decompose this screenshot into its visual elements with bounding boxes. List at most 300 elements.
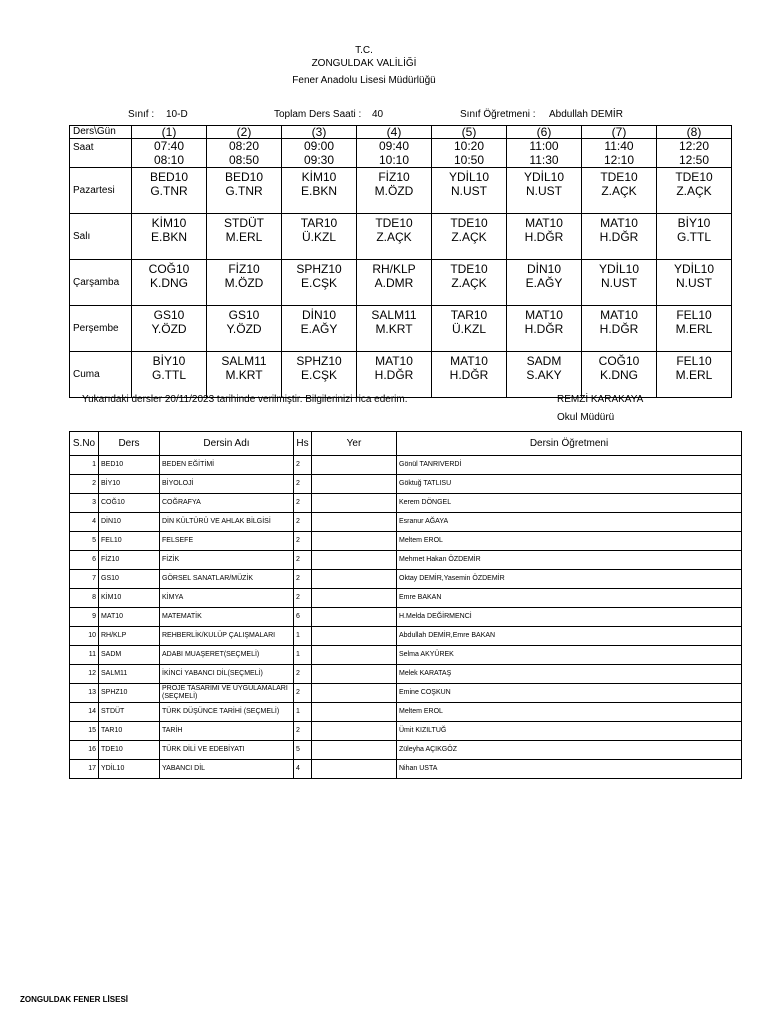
course-room: [312, 684, 397, 703]
course-row: [70, 494, 742, 513]
course-room: [312, 665, 397, 684]
course-name: YABANCI DİL: [160, 760, 294, 779]
period-number: (6): [507, 126, 582, 139]
period-end-time: 10:10: [378, 153, 410, 167]
course-row: [70, 551, 742, 570]
period-start-time: 08:20: [228, 139, 260, 153]
course-hours: 2: [294, 494, 312, 513]
course-teacher: Züleyha AÇIKGÖZ: [397, 741, 742, 760]
course-hours: 2: [294, 684, 312, 703]
lesson-code: TDE10: [450, 262, 488, 276]
header-tc: T.C.: [355, 45, 373, 56]
lesson-teacher: N.UST: [676, 276, 712, 290]
course-code: SADM: [99, 646, 160, 665]
lesson-cell: [357, 260, 432, 306]
lesson-code: SALM11: [221, 354, 267, 368]
lesson-code: YDİL10: [448, 170, 490, 184]
course-sno: 10: [70, 627, 99, 646]
course-room: [312, 646, 397, 665]
course-name: MATEMATİK: [160, 608, 294, 627]
lesson-cell: [357, 214, 432, 260]
lesson-teacher: E.AĞY: [300, 322, 338, 336]
course-hours: 4: [294, 760, 312, 779]
period-end-time: 11:30: [529, 153, 559, 167]
course-room: [312, 627, 397, 646]
total-hours-value: 40: [372, 109, 384, 120]
lesson-cell: [582, 168, 657, 214]
lesson-teacher: S.AKY: [526, 368, 562, 382]
day-row: [70, 306, 732, 352]
day-row: [70, 352, 732, 398]
course-code: TDE10: [99, 741, 160, 760]
lesson-cell: [282, 168, 357, 214]
course-name: TARİH: [160, 722, 294, 741]
course-name: TÜRK DİLİ VE EDEBİYATI: [160, 741, 294, 760]
course-sno: 12: [70, 665, 99, 684]
lesson-cell: [657, 260, 732, 306]
lesson-cell: [582, 306, 657, 352]
lesson-cell: [507, 352, 582, 398]
lesson-code: YDİL10: [598, 262, 640, 276]
course-room: [312, 741, 397, 760]
course-hours: 1: [294, 646, 312, 665]
course-room: [312, 513, 397, 532]
lesson-teacher: Ü.KZL: [301, 230, 336, 244]
lesson-cell: [207, 214, 282, 260]
course-teacher: Melek KARATAŞ: [397, 665, 742, 684]
lesson-code: TAR10: [300, 216, 338, 230]
course-hours: 2: [294, 513, 312, 532]
course-room: [312, 551, 397, 570]
lesson-cell: [132, 214, 207, 260]
lesson-code: STDÜT: [224, 216, 264, 230]
course-sno: 3: [70, 494, 99, 513]
period-end-time: 09:30: [303, 153, 335, 167]
lesson-cell: [207, 352, 282, 398]
course-sno: 2: [70, 475, 99, 494]
course-code: FİZ10: [99, 551, 160, 570]
period-time: [432, 139, 507, 168]
period-time: [132, 139, 207, 168]
lesson-teacher: H.DĞR: [374, 368, 414, 382]
lesson-teacher: E.CŞK: [300, 276, 337, 290]
lesson-cell: [432, 352, 507, 398]
lesson-cell: [357, 168, 432, 214]
lesson-code: MAT10: [525, 308, 563, 322]
course-teacher: Abdullah DEMİR,Emre BAKAN: [397, 627, 742, 646]
course-row: [70, 608, 742, 627]
course-row: [70, 475, 742, 494]
lesson-cell: [582, 352, 657, 398]
lesson-teacher: M.ÖZD: [224, 276, 264, 290]
period-time: [282, 139, 357, 168]
lesson-teacher: Z.AÇK: [451, 276, 487, 290]
lesson-cell: [357, 306, 432, 352]
lesson-cell: [657, 306, 732, 352]
course-sno: 1: [70, 456, 99, 475]
lesson-teacher: M.ERL: [225, 230, 263, 244]
course-hours: 1: [294, 627, 312, 646]
course-row: [70, 703, 742, 722]
course-name: DİN KÜLTÜRÜ VE AHLAK BİLGİSİ: [160, 513, 294, 532]
course-teacher: H.Melda DEĞİRMENCİ: [397, 608, 742, 627]
course-row: [70, 741, 742, 760]
course-room: [312, 722, 397, 741]
course-room: [312, 703, 397, 722]
principal-title: Okul Müdürü: [557, 412, 615, 423]
course-code: KİM10: [99, 589, 160, 608]
course-name: GÖRSEL SANATLAR/MÜZİK: [160, 570, 294, 589]
period-number: (1): [132, 126, 207, 139]
course-room: [312, 532, 397, 551]
period-number: (7): [582, 126, 657, 139]
lesson-cell: [432, 306, 507, 352]
course-teacher: Selma AKYÜREK: [397, 646, 742, 665]
lesson-teacher: Z.AÇK: [676, 184, 712, 198]
lesson-code: BED10: [224, 170, 264, 184]
class-teacher-value: Abdullah DEMİR: [549, 109, 623, 120]
period-start-time: 07:40: [153, 139, 185, 153]
course-name: TÜRK DÜŞÜNCE TARİHİ (SEÇMELİ): [160, 703, 294, 722]
period-time: [582, 139, 657, 168]
course-code: FEL10: [99, 532, 160, 551]
course-code: STDÜT: [99, 703, 160, 722]
lesson-teacher: Y.ÖZD: [151, 322, 187, 336]
lesson-code: MAT10: [375, 354, 413, 368]
course-hours: 2: [294, 722, 312, 741]
course-hours: 1: [294, 703, 312, 722]
course-room: [312, 475, 397, 494]
footer-school-name: ZONGULDAK FENER LİSESİ: [20, 995, 129, 1004]
course-sno: 5: [70, 532, 99, 551]
course-code: COĞ10: [99, 494, 160, 513]
course-room: [312, 494, 397, 513]
lesson-teacher: H.DĞR: [524, 322, 564, 336]
lesson-cell: [357, 352, 432, 398]
lesson-code: SADM: [526, 354, 562, 368]
lesson-cell: [432, 214, 507, 260]
header-course-name: Dersin Adı: [160, 432, 294, 456]
lesson-teacher: M.ERL: [675, 322, 713, 336]
lesson-cell: [207, 168, 282, 214]
course-sno: 14: [70, 703, 99, 722]
course-sno: 6: [70, 551, 99, 570]
course-name: BEDEN EĞİTİMİ: [160, 456, 294, 475]
course-row: [70, 532, 742, 551]
lesson-teacher: N.UST: [451, 184, 487, 198]
period-number: (5): [432, 126, 507, 139]
lesson-code: KİM10: [151, 216, 187, 230]
lesson-teacher: M.KRT: [225, 368, 263, 382]
lesson-cell: [507, 260, 582, 306]
corner-label: Ders\Gün: [70, 126, 132, 139]
lesson-code: FİZ10: [228, 262, 260, 276]
lesson-cell: [207, 260, 282, 306]
course-row: [70, 684, 742, 703]
class-teacher-label: Sınıf Öğretmeni :: [460, 109, 536, 120]
lesson-teacher: M.KRT: [375, 322, 413, 336]
lesson-teacher: N.UST: [601, 276, 637, 290]
lesson-code: MAT10: [450, 354, 488, 368]
course-row: [70, 665, 742, 684]
course-sno: 15: [70, 722, 99, 741]
header-school-directorate: Fener Anadolu Lisesi Müdürlüğü: [292, 75, 436, 86]
course-hours: 2: [294, 589, 312, 608]
course-hours: 2: [294, 551, 312, 570]
period-number: (3): [282, 126, 357, 139]
period-time: [507, 139, 582, 168]
lesson-cell: [507, 306, 582, 352]
course-row: [70, 570, 742, 589]
course-teacher: Meltem EROL: [397, 532, 742, 551]
lesson-code: MAT10: [525, 216, 563, 230]
lesson-code: TDE10: [675, 170, 713, 184]
lesson-code: TDE10: [600, 170, 638, 184]
lesson-cell: [132, 352, 207, 398]
header-hours: Hs: [294, 432, 312, 456]
lesson-cell: [657, 352, 732, 398]
lesson-code: RH/KLP: [372, 262, 416, 276]
period-number: (4): [357, 126, 432, 139]
day-row: [70, 214, 732, 260]
course-name: BİYOLOJİ: [160, 475, 294, 494]
lesson-code: DİN10: [526, 262, 561, 276]
lesson-code: TAR10: [450, 308, 488, 322]
period-time-row: [70, 139, 732, 168]
course-hours: 2: [294, 456, 312, 475]
course-sno: 11: [70, 646, 99, 665]
lesson-cell: [132, 306, 207, 352]
course-row: [70, 456, 742, 475]
lesson-teacher: H.DĞR: [599, 322, 639, 336]
course-teacher: Oktay DEMİR,Yasemin ÖZDEMİR: [397, 570, 742, 589]
course-room: [312, 570, 397, 589]
lesson-cell: [132, 168, 207, 214]
lesson-cell: [582, 214, 657, 260]
course-row: [70, 760, 742, 779]
course-teacher: Emine COŞKUN: [397, 684, 742, 703]
lesson-code: MAT10: [600, 216, 638, 230]
course-sno: 4: [70, 513, 99, 532]
period-end-time: 10:50: [453, 153, 485, 167]
course-sno: 17: [70, 760, 99, 779]
period-time: [657, 139, 732, 168]
header-room: Yer: [312, 432, 397, 456]
course-code: MAT10: [99, 608, 160, 627]
course-row: [70, 513, 742, 532]
course-sno: 8: [70, 589, 99, 608]
period-end-time: 12:50: [678, 153, 710, 167]
lesson-teacher: Z.AÇK: [601, 184, 637, 198]
course-row: [70, 646, 742, 665]
course-code: DİN10: [99, 513, 160, 532]
lesson-teacher: G.TNR: [150, 184, 188, 198]
lesson-cell: [507, 214, 582, 260]
class-label: Sınıf :: [128, 109, 155, 120]
lesson-cell: [282, 260, 357, 306]
course-teacher: Mehmet Hakan ÖZDEMİR: [397, 551, 742, 570]
period-time: [207, 139, 282, 168]
lesson-cell: [432, 260, 507, 306]
time-label: Saat: [70, 139, 132, 168]
period-end-time: 08:10: [153, 153, 185, 167]
course-teacher: Kerem DÖNGEL: [397, 494, 742, 513]
lesson-code: FEL10: [676, 354, 712, 368]
header-sno: S.No: [70, 432, 99, 456]
period-number-row: [70, 126, 732, 139]
lesson-teacher: A.DMR: [374, 276, 414, 290]
course-name: COĞRAFYA: [160, 494, 294, 513]
period-start-time: 09:40: [378, 139, 410, 153]
day-name: Çarşamba: [70, 260, 132, 306]
lesson-code: GS10: [228, 308, 260, 322]
lesson-cell: [132, 260, 207, 306]
lesson-teacher: E.CŞK: [300, 368, 337, 382]
day-name: Perşembe: [70, 306, 132, 352]
course-name: FELSEFE: [160, 532, 294, 551]
lesson-code: TDE10: [450, 216, 488, 230]
course-code: YDİL10: [99, 760, 160, 779]
weekly-schedule-table: [69, 125, 732, 398]
course-name: REHBERLİK/KULÜP ÇALIŞMALARI: [160, 627, 294, 646]
course-sno: 7: [70, 570, 99, 589]
lesson-code: YDİL10: [523, 170, 565, 184]
course-hours: 5: [294, 741, 312, 760]
lesson-cell: [282, 306, 357, 352]
course-sno: 9: [70, 608, 99, 627]
principal-name: REMZİ KARAKAYA: [557, 394, 644, 405]
course-row: [70, 722, 742, 741]
lesson-code: MAT10: [600, 308, 638, 322]
day-row: [70, 260, 732, 306]
lesson-teacher: Z.AÇK: [451, 230, 487, 244]
lesson-cell: [432, 168, 507, 214]
lesson-teacher: K.DNG: [599, 368, 638, 382]
lesson-teacher: H.DĞR: [599, 230, 639, 244]
lesson-teacher: E.AĞY: [525, 276, 563, 290]
lesson-cell: [657, 214, 732, 260]
lesson-code: SPHZ10: [296, 262, 342, 276]
lesson-teacher: K.DNG: [149, 276, 188, 290]
lesson-teacher: M.ÖZD: [374, 184, 414, 198]
course-hours: 2: [294, 475, 312, 494]
course-row: [70, 589, 742, 608]
lesson-teacher: N.UST: [526, 184, 562, 198]
day-row: [70, 168, 732, 214]
course-name: PROJE TASARIMI VE UYGULAMALARI (SEÇMELİ): [160, 684, 294, 703]
lesson-teacher: G.TTL: [151, 368, 186, 382]
lesson-teacher: Ü.KZL: [451, 322, 486, 336]
lesson-teacher: H.DĞR: [524, 230, 564, 244]
course-room: [312, 760, 397, 779]
period-start-time: 09:00: [303, 139, 335, 153]
class-value: 10-D: [166, 109, 188, 120]
lesson-code: BİY10: [152, 354, 186, 368]
course-list-table: [69, 431, 742, 779]
lesson-code: FİZ10: [378, 170, 410, 184]
course-code: BİY10: [99, 475, 160, 494]
course-hours: 2: [294, 570, 312, 589]
period-time: [357, 139, 432, 168]
period-end-time: 08:50: [228, 153, 260, 167]
lesson-code: BED10: [149, 170, 189, 184]
course-name: KİMYA: [160, 589, 294, 608]
course-teacher: Nihan USTA: [397, 760, 742, 779]
course-teacher: Gönül TANRIVERDİ: [397, 456, 742, 475]
lesson-cell: [207, 306, 282, 352]
period-end-time: 12:10: [603, 153, 635, 167]
day-name: Pazartesi: [70, 168, 132, 214]
lesson-teacher: H.DĞR: [449, 368, 489, 382]
course-room: [312, 608, 397, 627]
header-course-teacher: Dersin Öğretmeni: [397, 432, 742, 456]
period-start-time: 12:20: [678, 139, 710, 153]
lesson-code: DİN10: [301, 308, 336, 322]
course-code: TAR10: [99, 722, 160, 741]
course-name: FİZİK: [160, 551, 294, 570]
header-course-code: Ders: [99, 432, 160, 456]
course-code: GS10: [99, 570, 160, 589]
course-name: ADABI MUAŞERET(SEÇMELİ): [160, 646, 294, 665]
lesson-cell: [507, 168, 582, 214]
course-code: BED10: [99, 456, 160, 475]
lesson-code: GS10: [153, 308, 185, 322]
lesson-teacher: E.BKN: [300, 184, 337, 198]
course-sno: 13: [70, 684, 99, 703]
lesson-cell: [282, 214, 357, 260]
course-code: SPHZ10: [99, 684, 160, 703]
lesson-code: FEL10: [676, 308, 712, 322]
lesson-code: BİY10: [677, 216, 711, 230]
lesson-teacher: G.TTL: [676, 230, 711, 244]
course-room: [312, 456, 397, 475]
course-room: [312, 589, 397, 608]
lesson-code: SALM11: [371, 308, 417, 322]
course-row: [70, 627, 742, 646]
course-teacher: Meltem EROL: [397, 703, 742, 722]
day-name: Cuma: [70, 352, 132, 398]
note-text: Yukarıdaki dersler 20/11/2023 tarihinde verilmiştir. Bilgilerinizi rica ederim.: [82, 394, 408, 405]
lesson-code: COĞ10: [598, 354, 640, 368]
lesson-code: TDE10: [375, 216, 413, 230]
course-name: İKİNCİ YABANCI DİL(SEÇMELİ): [160, 665, 294, 684]
course-hours: 2: [294, 665, 312, 684]
lesson-teacher: M.ERL: [675, 368, 713, 382]
course-teacher: Esranur AĞAYA: [397, 513, 742, 532]
lesson-cell: [657, 168, 732, 214]
course-teacher: Ümit KIZILTUĞ: [397, 722, 742, 741]
period-number: (2): [207, 126, 282, 139]
lesson-code: YDİL10: [673, 262, 715, 276]
course-hours: 6: [294, 608, 312, 627]
lesson-cell: [282, 352, 357, 398]
course-teacher: Göktuğ TATLISU: [397, 475, 742, 494]
period-start-time: 11:00: [529, 139, 559, 153]
course-sno: 16: [70, 741, 99, 760]
lesson-teacher: E.BKN: [150, 230, 187, 244]
header-governorship: ZONGULDAK VALİLİĞİ: [311, 58, 417, 69]
course-code: SALM11: [99, 665, 160, 684]
lesson-teacher: Y.ÖZD: [226, 322, 262, 336]
period-start-time: 10:20: [453, 139, 485, 153]
lesson-teacher: Z.AÇK: [376, 230, 412, 244]
course-teacher: Emre BAKAN: [397, 589, 742, 608]
lesson-code: COĞ10: [148, 262, 190, 276]
total-hours-label: Toplam Ders Saati :: [274, 109, 362, 120]
period-number: (8): [657, 126, 732, 139]
lesson-code: SPHZ10: [296, 354, 342, 368]
course-hours: 2: [294, 532, 312, 551]
